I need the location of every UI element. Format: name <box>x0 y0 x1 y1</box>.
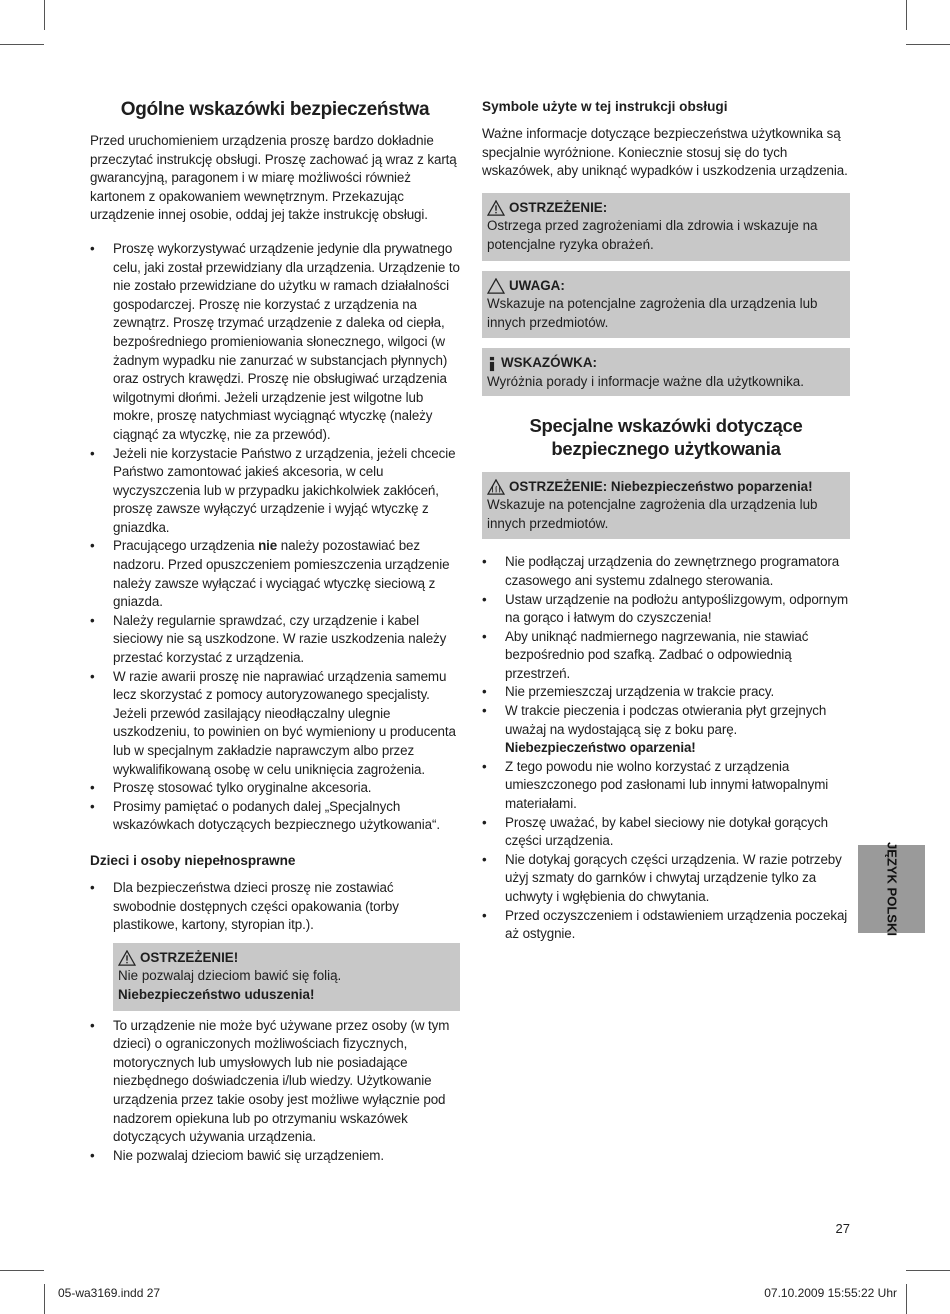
box-hint-header <box>487 354 845 373</box>
box-warning-header <box>487 199 845 218</box>
list-item: • Proszę uważać, by kabel sieciowy nie dotykał gorących części urządzenia. <box>482 814 850 851</box>
children-bullet-list <box>90 879 460 935</box>
language-tab <box>858 842 925 936</box>
box-caution <box>482 271 850 339</box>
box-burn-warning <box>482 472 850 540</box>
list-item: • Z tego powodu nie wolno korzystać z urządzenia umieszczonego pod zasłonami lub innymi łatwopalnymi materiałami. <box>482 758 850 814</box>
footer-file: 05-wa3169.indd 27 <box>58 1286 161 1300</box>
warning-triangle-icon <box>487 200 505 216</box>
left-column <box>90 92 460 1165</box>
list-item <box>482 702 850 758</box>
box-caution-header <box>487 277 845 296</box>
symbols-intro: Ważne informacje dotyczące bezpieczeństwa użytkownika są specjalnie wyróżnione. Koniecznie stosuj się do tych wskazówek, aby uniknąć wypadków i uszkodzenia urządzenia. <box>482 126 848 179</box>
list-item: • Nie podłączaj urządzenia do zewnętrznego programatora czasowego ani systemu zdalnego sterowania. <box>482 553 850 590</box>
crop-mark <box>906 44 950 45</box>
crop-mark <box>906 1284 907 1314</box>
symbols-heading: Symbole użyte w tej instrukcji obsługi <box>482 99 728 114</box>
warning-box-header-text: OSTRZEŻENIE! <box>140 949 239 965</box>
warning-box-foil <box>113 943 460 1011</box>
list-item-text: należy pozostawiać bez nadzoru. Przed opuszczeniem pomieszczenia urządzenie należy zawsze wyłączać i wyciągać wtyczkę sieciową z gniazda. <box>113 538 450 610</box>
language-tab-label: JĘZYK POLSKI <box>884 842 899 936</box>
list-item: • To urządzenie nie może być używane przez osoby (w tym dzieci) o ograniczonych możliwościach fizycznych, motorycznych lub umysłowych lub nie posiadające niezbędnego doświadczenia i/lub wiedzy. Użytkowanie urządzenia przez takie osoby jest możliwe wyłącznie pod nadzorem opiekuna lub po otrzymaniu wskazówek dotyczących używania urządzenia. <box>90 1017 460 1147</box>
box-caution-header-text: UWAGA: <box>509 277 565 293</box>
warning-box-bold-text: Niebezpieczeństwo uduszenia! <box>118 986 315 1002</box>
list-item-text: Pracującego urządzenia <box>113 538 259 554</box>
info-icon <box>487 356 497 372</box>
crop-mark <box>44 0 45 30</box>
list-item: • Proszę stosować tylko oryginalne akcesoria. <box>90 779 460 798</box>
list-item: • Aby uniknąć nadmiernego nagrzewania, nie stawiać bezpośrednio pod szafką. Zadbać o odpowiednią przestrzeń. <box>482 628 850 684</box>
special-bullet-list <box>482 553 850 943</box>
hot-surface-triangle-icon <box>487 479 505 495</box>
list-item: • Nie przemieszczaj urządzenia w trakcie pracy. <box>482 683 850 702</box>
list-item: • W razie awarii proszę nie naprawiać urządzenia samemu lecz skorzystać z pomocy autoryzowanego specjalisty. Jeżeli przewód zasilający nieodłączalny ulegnie uszkodzeniu, to powinien on być wymieniony u producenta lub w specjalnym zakładzie naprawczym albo przez wykwalifikowaną osobę w celu uniknięcia zagrożenia. <box>90 668 460 780</box>
box-hint-header-text: WSKAZÓWKA: <box>501 355 597 371</box>
list-item: • Nie pozwalaj dzieciom bawić się urządzeniem. <box>90 1147 460 1166</box>
right-column <box>482 98 850 944</box>
crop-mark <box>0 44 44 45</box>
list-item: • Przed oczyszczeniem i odstawieniem urządzenia poczekaj aż ostygnie. <box>482 907 850 944</box>
list-item: • Jeżeli nie korzystacie Państwo z urządzenia, jeżeli chcecie Państwo zamontować jakieś akcesoria, w celu wyczyszczenia lub w przypadku jakichkolwiek zakłóceń, proszę zawsze wyłączyć urządzenie i wyjąć wtyczkę z gniazdka. <box>90 445 460 538</box>
list-item: • Ustaw urządzenie na podłożu antypoślizgowym, odpornym na gorąco i łatwym do czyszczenia! <box>482 591 850 628</box>
footer-datetime: 07.10.2009 15:55:22 Uhr <box>764 1286 897 1300</box>
box-warning-text: Ostrzega przed zagrożeniami dla zdrowia i wskazuje na potencjalne ryzyka obrażeń. <box>487 218 818 252</box>
safety-bullet-list <box>90 240 460 835</box>
warning-box-text: Nie pozwalaj dzieciom bawić się folią. <box>118 968 342 984</box>
box-burn-header-text: OSTRZEŻENIE: Niebezpieczeństwo poparzenia! <box>509 478 813 494</box>
intro-paragraph: Przed uruchomieniem urządzenia proszę bardzo dokładnie przeczytać instrukcję obsługi. Proszę zachować ją wraz z kartą gwarancyjną, paragonem i w miarę możliwości również kartonem z opakowaniem wewnętrznym. Przekazując urządzenie innej osobie, oddaj jej także instrukcję obsługi. <box>90 133 457 223</box>
page-number: 27 <box>835 1221 850 1236</box>
box-warning-header-text: OSTRZEŻENIE: <box>509 199 608 215</box>
list-item: • Prosimy pamiętać o podanych dalej „Specjalnych wskazówkach dotyczących bezpiecznego użytkowania“. <box>90 798 460 835</box>
list-item-text: W trakcie pieczenia i podczas otwierania płyt grzejnych uważaj na wydostającą się z boku parę. <box>505 703 827 737</box>
children-bullet-list-2 <box>90 1017 460 1166</box>
list-item: • Proszę wykorzystywać urządzenie jedynie dla prywatnego celu, jaki został przewidziany dla urządzenia. Urządzenie to nie zostało przewidziane do użytku w ramach działalności gospodarczej. Proszę nie korzystać z urządzenia na zewnątrz. Proszę trzymać urządzenie z daleka od ciepła, bezpośredniego promieniowania słonecznego, wilgoci (w żadnym wypadku nie zanurzać w substancjach płynnych) oraz ostrych krawędzi. Proszę nie obsługiwać urządzenia wilgotnymi dłońmi. Jeżeli urządzenie jest wilgotne lub mokre, proszę natychmiast wyciągnąć wtyczkę (należy ciągnąć za wtyczkę, nie za przewód). <box>90 240 460 445</box>
box-hint <box>482 348 850 395</box>
warning-triangle-icon <box>118 950 136 966</box>
list-item: • Nie dotykaj gorących części urządzenia. W razie potrzeby użyj szmaty do garnków i chwytaj urządzenie tylko za uchwyty i wgłębienia do chwytania. <box>482 851 850 907</box>
caution-triangle-icon <box>487 278 505 294</box>
list-item <box>90 537 460 611</box>
crop-mark <box>906 1270 950 1271</box>
box-caution-text: Wskazuje na potencjalne zagrożenia dla urządzenia lub innych przedmiotów. <box>487 296 818 330</box>
box-burn-text: Wskazuje na potencjalne zagrożenia dla urządzenia lub innych przedmiotów. <box>487 497 818 531</box>
box-hint-text: Wyróżnia porady i informacje ważne dla użytkownika. <box>487 373 804 389</box>
box-burn-header <box>487 478 845 497</box>
list-item: • Należy regularnie sprawdzać, czy urządzenie i kabel sieciowy nie są uszkodzone. W razie uszkodzenia należy przestać korzystać z urządzenia. <box>90 612 460 668</box>
box-warning <box>482 193 850 261</box>
children-heading: Dzieci i osoby niepełnosprawne <box>90 852 296 868</box>
list-item: • Dla bezpieczeństwa dzieci proszę nie zostawiać swobodnie dostępnych części opakowania (torby plastikowe, kartony, styropian itp.). <box>90 879 460 935</box>
crop-mark <box>0 1270 44 1271</box>
section-title-general-safety: Ogólne wskazówki bezpieczeństwa <box>120 99 430 120</box>
crop-mark <box>906 0 907 30</box>
list-item-bold: Niebezpieczeństwo oparzenia! <box>505 740 696 756</box>
list-item-bold: nie <box>258 538 278 554</box>
crop-mark <box>44 1284 45 1314</box>
warning-box-header <box>118 949 455 968</box>
section-title-special-safety: Specjalne wskazówki dotyczące bezpiecznego użytkowania <box>529 414 803 459</box>
